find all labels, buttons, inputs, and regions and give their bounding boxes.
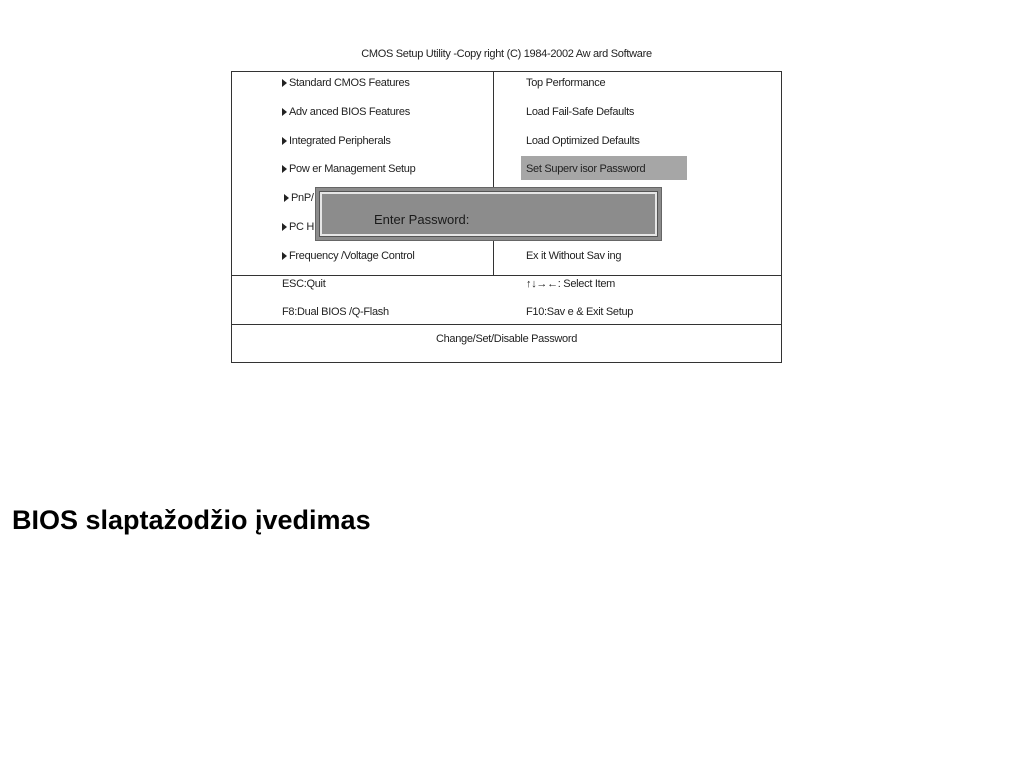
help-esc-quit: ESC:Quit — [282, 278, 326, 290]
help-select-item: ↑↓→←: Select Item — [526, 278, 616, 290]
slide-caption: BIOS slaptažodžio įvedimas — [12, 505, 371, 535]
triangle-right-icon — [282, 165, 287, 173]
help-save-exit: F10:Sav e & Exit Setup — [526, 306, 634, 318]
bios-main-panel — [231, 71, 782, 363]
menu-pnp-pci[interactable]: PnP/ — [284, 190, 314, 206]
menu-integrated-peripherals[interactable]: Integrated Peripherals — [282, 133, 391, 149]
triangle-right-icon — [282, 252, 287, 260]
status-line: Change/Set/Disable Password — [435, 333, 578, 345]
triangle-right-icon — [282, 79, 287, 87]
password-dialog — [315, 187, 662, 241]
menu-exit-without-saving[interactable]: Ex it Without Sav ing — [526, 250, 622, 262]
password-prompt: Enter Password: — [374, 212, 470, 227]
menu-load-optimized[interactable]: Load Optimized Defaults — [526, 135, 640, 147]
menu-standard-cmos[interactable]: Standard CMOS Features — [282, 75, 410, 91]
menu-frequency-voltage[interactable]: Frequency /Voltage Control — [282, 248, 415, 264]
triangle-right-icon — [282, 108, 287, 116]
status-divider — [232, 324, 781, 325]
menu-load-fail-safe[interactable]: Load Fail-Safe Defaults — [526, 106, 635, 118]
triangle-right-icon — [282, 223, 287, 231]
menu-set-supervisor-password[interactable]: Set Superv isor Password — [526, 163, 646, 175]
help-dual-bios: F8:Dual BIOS /Q-Flash — [282, 306, 389, 318]
menu-top-performance[interactable]: Top Performance — [526, 77, 606, 89]
bios-title: CMOS Setup Utility -Copy right (C) 1984-2002 Aw ard Software — [361, 48, 652, 60]
password-field-frame[interactable] — [320, 192, 657, 236]
menu-power-management[interactable]: Pow er Management Setup — [282, 161, 415, 177]
menu-pc-health[interactable]: PC H — [282, 219, 314, 235]
triangle-right-icon — [284, 194, 289, 202]
menu-advanced-bios[interactable]: Adv anced BIOS Features — [282, 104, 410, 120]
column-divider — [493, 72, 494, 275]
triangle-right-icon — [282, 137, 287, 145]
